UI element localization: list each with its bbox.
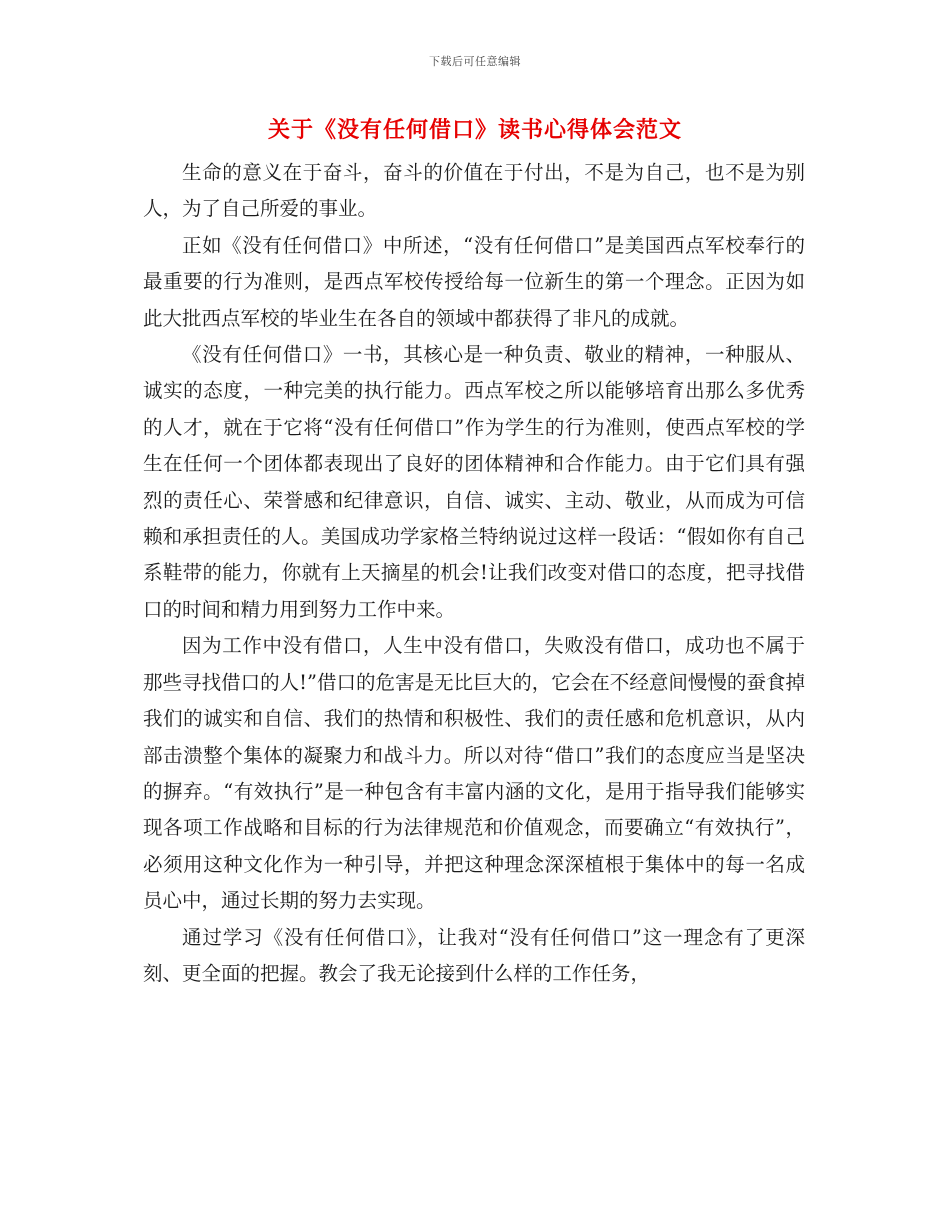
- header-note: 下载后可任意编辑: [429, 55, 521, 68]
- paragraph-1: 生命的意义在于奋斗，奋斗的价值在于付出，不是为自己，也不是为别人，为了自己所爱的事业。: [143, 161, 805, 221]
- document-body: [143, 155, 805, 992]
- paragraph-4: 因为工作中没有借口，人生中没有借口，失败没有借口，成功也不属于那些寻找借口的人!”借口的危害是无比巨大的，它会在不经意间慢慢的蚕食掉我们的诚实和自信、我们的热情和积极性、我们的责任感和危机意识，从内部击溃整个集体的凝聚力和战斗力。所以对待“借口”我们的态度应当是坚决的摒弃。“有效执行”是一种包含有丰富内涵的文化，是用于指导我们能够实现各项工作战略和目标的行为法律规范和价值观念，而要确立“有效执行”，必须用这种文化作为一种引导，并把这种理念深深植根于集体中的每一名成员心中，通过长期的努力去实现。: [143, 634, 805, 913]
- paragraph-3: 《没有任何借口》一书，其核心是一种负责、敬业的精神，一种服从、诚实的态度，一种完美的执行能力。西点军校之所以能够培育出那么多优秀的人才，就在于它将“没有任何借口”作为学生的行为准则，使西点军校的学生在任何一个团体都表现出了良好的团体精神和合作能力。由于它们具有强烈的责任心、荣誉感和纪律意识，自信、诚实、主动、敬业，从而成为可信赖和承担责任的人。美国成功学家格兰特纳说过这样一段话：“假如你有自己系鞋带的能力，你就有上天摘星的机会!让我们改变对借口的态度，把寻找借口的时间和精力用到努力工作中来。: [143, 343, 805, 621]
- paragraph-2: 正如《没有任何借口》中所述，“没有任何借口”是美国西点军校奉行的最重要的行为准则，是西点军校传授给每一位新生的第一个理念。正因为如此大批西点军校的毕业生在各自的领域中都获得了非凡的成就。: [143, 233, 805, 330]
- paragraph-5: 通过学习《没有任何借口》，让我对“没有任何借口”这一理念有了更深刻、更全面的把握。教会了我无论接到什么样的工作任务，: [143, 925, 805, 985]
- document-title: 关于《没有任何借口》读书心得体会范文: [267, 118, 682, 143]
